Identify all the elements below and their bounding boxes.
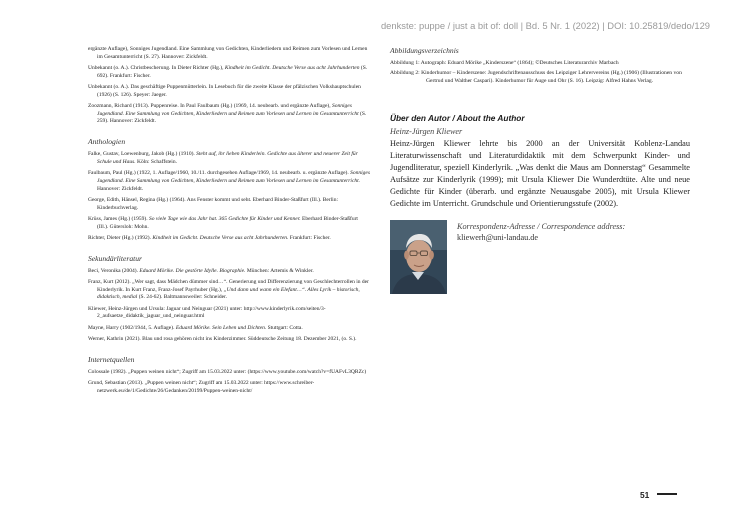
internet-list <box>88 369 370 396</box>
reference-entry: Krüss, James (Hg.) (1959). So viele Tage wie das Jahr hat. 365 Gedichte für Kinder und Kenner. Eberhard Binder-Staßfurt (Ill.). Gütersloh: Mohn. <box>88 215 358 230</box>
author-section-heading: Über den Autor / About the Author <box>390 112 525 123</box>
section-heading-internetquellen: Internetquellen <box>88 354 135 364</box>
section-heading-abbildungsverzeichnis: Abbildungsverzeichnis <box>390 46 459 55</box>
anthologien-list <box>88 151 370 242</box>
figure-entry: Abbildung 2: Kinderhumor – Kinderszene: Jugendschriftenausschuss des Leipziger Lehrervereins (Hg.) (1906) (Illustrationen von Gertrud und Walther Caspari). Kinderhumor für Auge und Ohr (S. 16). Leipzig: Alfred Hahns Verlag. <box>390 69 682 84</box>
right-column <box>390 46 690 294</box>
author-contact-row <box>390 220 690 294</box>
reference-entry: Faulbaum, Paul (Hg.) (1922, 1. Auflage/1960, 10./11. durchgesehen Auflage/1969, 14. neubearb. u. ergänzte Auflage). Sonniges Jugendland. Eine Sammlung von Gedichten, Kinderliedern und Reimen zum Vorlesen und Lernen im Gesamtunterricht. Hannover: Zickfeldt. <box>88 170 370 192</box>
references-column <box>88 46 370 399</box>
reference-entry: Falke, Gustav, Loewenburg, Jakob (Hg.) (1910). Steht auf, ihr lieben Kinderlein. Gedichte aus älterer und neuerer Zeit für Schule und Haus. Köln: Schaffstein. <box>88 151 358 165</box>
reference-entry: Grund, Sebastian (2013). „Puppen weinen nicht“; Zugriff am 15.03.2022 unter: https://www.schreiber-netzwerk.eu/de/1/Gedichte/26/Gedanken/20199/Puppen-weinen-nicht/ <box>88 379 315 394</box>
reference-entry: Unbekannt (o. A.). Christbescherung. In Dieter Richter (Hg.), Kindheit im Gedicht. Deutsche Verse aus acht Jahrhunderten (S. 692). Frankfurt: Fischer. <box>88 65 368 79</box>
reference-entry: Mayne, Harry (1902/1944, 5. Auflage). Eduard Mörike. Sein Leben und Dichten. Stuttgart: Cotta. <box>88 324 303 331</box>
figure-list <box>390 60 690 85</box>
author-bio: Heinz-Jürgen Kliewer lehrte bis 2000 an der Universität Koblenz-Landau Literaturwissenschaft und Literaturdidaktik mit dem Schwerpunkt Kinder- und Jugendliteratur, speziell Kinderlyrik. „Was denkt die Maus am Donnerstag“ Gesammelte Aufsätze zur Kinderlyrik (1999); mit Ursula Kliewer Die Wunderdtüte. Alte und neue Gedichte für Kinder (überarb. und ergänzte Neuausgabe 2005), mit Ursula Kliewer Gedichte im Unterricht. Grundschule und Orientierungsstufe (2002). <box>390 138 690 209</box>
reference-entry: Beci, Veronika (2004). Eduard Mörike. Die gestörte Idylle. Biographie. München: Artemis & Winkler. <box>88 267 314 274</box>
page-number-rule <box>657 493 677 495</box>
contact-label: Korrespondenz-Adresse / Correspondence address: <box>457 222 626 232</box>
contact-email[interactable]: kliewerh@uni-landau.de <box>457 233 538 243</box>
reference-entry: Richter, Dieter (Hg.) (1992). Kindheit im Gedicht. Deutsche Verse aus acht Jahrhunderten. Frankfurt: Fischer. <box>88 234 331 241</box>
sekundaer-list <box>88 268 370 344</box>
contact-block <box>457 222 697 242</box>
journal-header: denkste: puppe / just a bit of: doll | Bd. 5 Nr. 1 (2022) | DOI: 10.25819/dedo/129 <box>380 20 710 31</box>
reference-entry: Colossale (1982). „Puppen weinen nicht“; Zugriff am 15.03.2022 unter: (https://www.youtube.com/watch?v=fUAFvL3QRZc) <box>88 368 367 375</box>
reference-entry: ergänzte Auflage), Sonniges Jugendland. Eine Sammlung von Gedichten, Kinderliedern und Reimen zum Vorlesen und Lernen im Gesamtunterricht (S. 27). Hannover: Zickfeldt. <box>88 46 368 60</box>
reference-entry: Werner, Kathrin (2021). Blau und rosa gehören nicht ins Kinderzimmer. Süddeutsche Zeitung 18. Dezember 2021, (o. S.). <box>88 335 357 342</box>
reference-entry: Kliewer, Heinz-Jürgen und Ursula: Jaguar und Neinguar (2021) unter: http://www.kinderlyrik.com/seiten/3-2_aufsaetze_didaktik_jaguar_und_neinguar.html <box>88 305 326 320</box>
figure-entry: Abbildung 1: Autograph: Eduard Mörike „Kinderszene“ (1864); ©Deutsches Literaturarchiv Marbach <box>390 60 619 66</box>
page-number: 51 <box>640 490 650 500</box>
references-top <box>88 46 370 126</box>
reference-entry: George, Edith, Hänsel, Regina (Hg.) (1964). Ans Fenster kommt und seht. Eberhard Binder-Staßfurt (Ill.). Berlin: Kinderbuchverlag. <box>88 196 338 211</box>
section-heading-sekundaerliteratur: Sekundärliteratur <box>88 253 142 263</box>
reference-entry: Zoozmann, Richard (1913). Puppenreise. In Paul Faulbaum (Hg.) (1969, 14. neubearb. und ergänzte Auflage), Sonniges Jugendland. Eine Sammlung von Gedichten, Kinderliedern und Reimen zum Vorlesen und Lernen im Gesamtunterricht (S. 259). Hannover: Zickfeldt. <box>88 103 367 125</box>
author-name: Heinz-Jürgen Kliewer <box>390 126 463 136</box>
section-heading-anthologien: Anthologien <box>88 137 126 147</box>
author-photo <box>390 220 447 294</box>
reference-entry: Unbekannt (o. A.). Das geschäftige Puppenmütterlein. In Lesebuch für die zweite Klasse der pfälzischen Volkshauptschulen (1926) (S. 126). Speyer: Jaeger. <box>88 84 361 98</box>
reference-entry: Franz, Kurt (2012). „Wer sagt, dass Mädchen dümmer sind…“. Generierung und Differenzierung von Geschlechterrollen in der Kinderlyrik. In Kurt Franz, Franz-Josef Payrhuber (Hg.), „Und dann und wann ein Elefant…“. Alles Lyrik – historisch, didaktisch, medial (S. 24-62). Baltmannsweiler: Schneider. <box>88 278 369 301</box>
